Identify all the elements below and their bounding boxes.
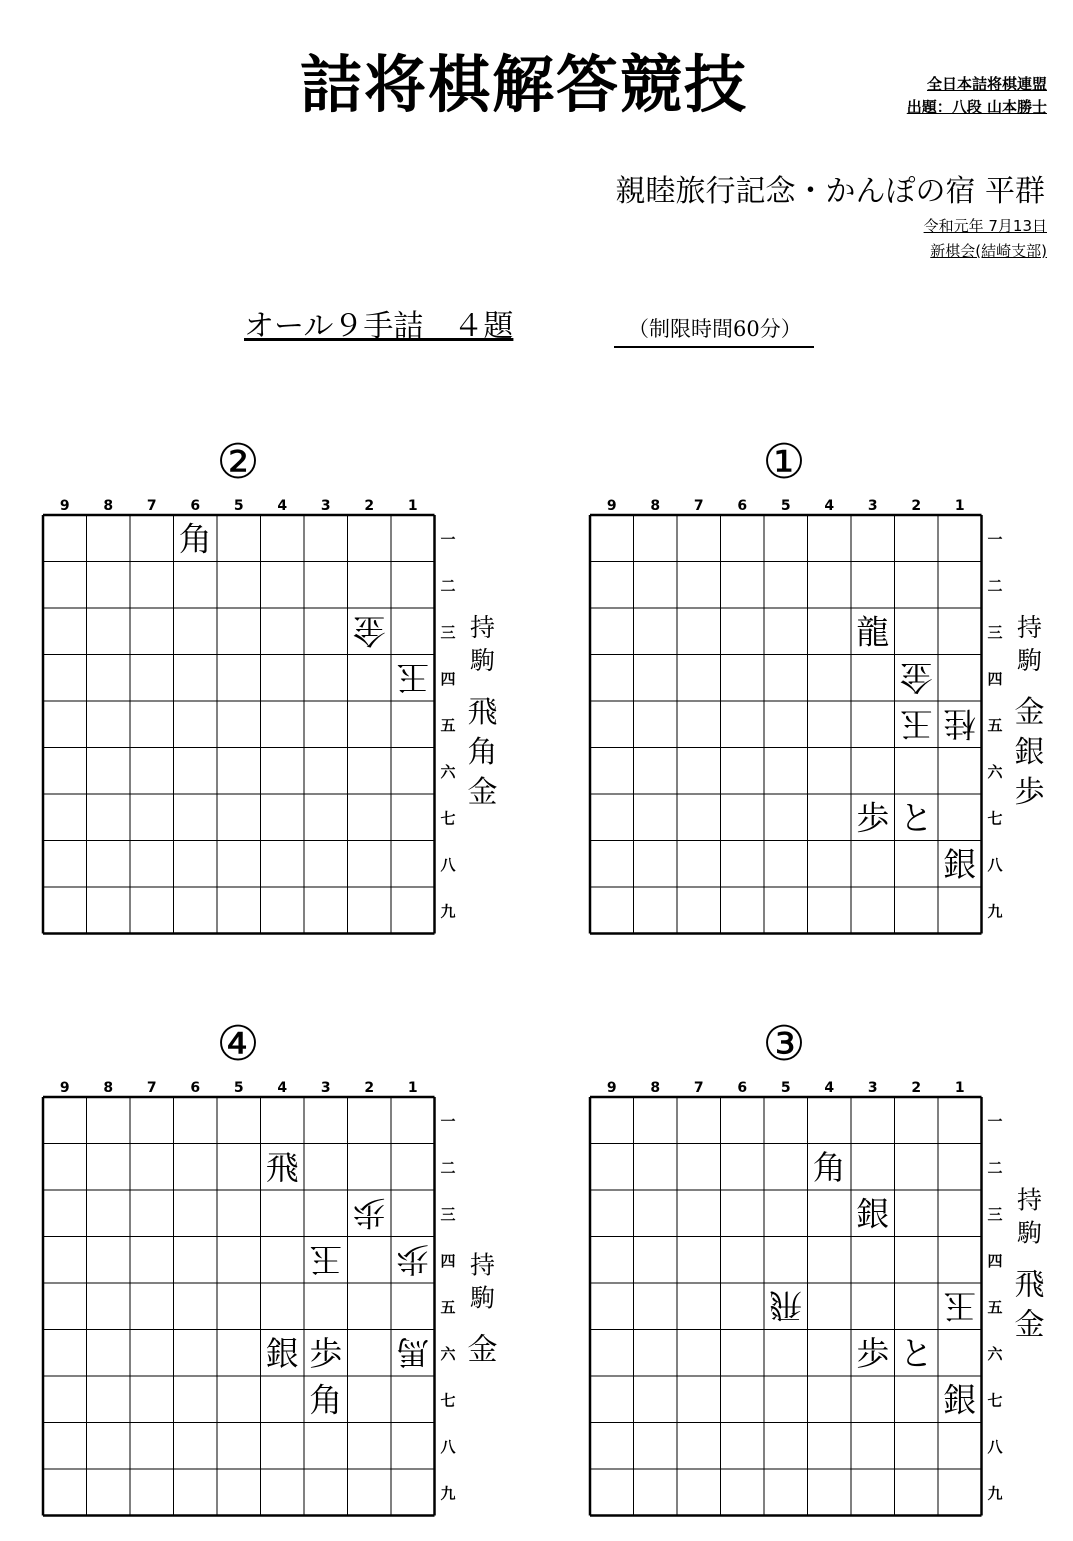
column-label: 7 [146,1080,157,1096]
column-label: 4 [824,1080,835,1096]
column-label: 1 [407,1080,418,1096]
piece-gote: 歩 [396,1239,430,1279]
row-label: 九 [987,1484,1003,1503]
event-title: 親睦旅行記念・かんぽの宿 平群 [615,174,1045,209]
piece-gote: 飛 [769,1286,803,1326]
column-label: 8 [103,498,114,514]
hand-piece: 金 [467,774,498,810]
row-label: 六 [440,762,456,781]
piece-sente: 歩 [856,798,890,838]
column-label: 1 [407,498,418,514]
row-label: 八 [987,855,1003,874]
row-label: 一 [440,1112,456,1131]
column-label: 5 [233,498,244,514]
board-4 [590,1080,1045,1516]
piece-gote: 金 [352,611,386,651]
main-title: 詰将棋解答競技 [300,48,749,121]
column-label: 9 [606,498,617,514]
column-label: 4 [277,1080,288,1096]
hand-label: 持 [1016,1185,1043,1215]
hand-piece: 金 [1014,1307,1045,1343]
column-label: 2 [911,1080,922,1096]
column-label: 9 [59,498,70,514]
column-label: 9 [59,1080,70,1096]
hand-label: 駒 [1016,645,1043,675]
hand-label: 持 [1016,612,1043,642]
hand-label: 駒 [469,645,496,675]
piece-gote: 馬 [396,1332,430,1372]
column-label: 7 [693,498,704,514]
hand-piece: 歩 [1014,774,1045,810]
row-label: 四 [987,1251,1003,1270]
column-label: 4 [824,498,835,514]
problem-number: ① [762,434,806,490]
piece-sente: 角 [812,1147,846,1187]
column-label: 8 [650,498,661,514]
problem-number: ④ [216,1016,260,1072]
column-label: 8 [103,1080,114,1096]
event-date: 令和元年 7月13日 [923,217,1047,235]
row-label: 一 [440,530,456,549]
piece-sente: 歩 [309,1333,343,1373]
row-label: 八 [440,855,456,874]
column-label: 2 [364,1080,375,1096]
time-limit: （制限時間60分） [614,312,814,348]
column-label: 5 [780,1080,791,1096]
piece-sente: 角 [309,1380,343,1420]
row-label: 一 [987,530,1003,549]
row-label: 七 [987,1391,1003,1410]
column-label: 6 [737,1080,748,1096]
subtitle: オール９手詰 ４題 [244,309,514,344]
hand-piece: 角 [467,734,498,770]
hand-label: 持 [469,1250,496,1280]
row-label: 二 [987,576,1003,595]
row-label: 三 [987,1205,1003,1224]
piece-gote: 玉 [899,704,933,744]
row-label: 一 [987,1112,1003,1131]
row-label: 三 [987,623,1003,642]
row-label: 七 [987,809,1003,828]
problem-number: ③ [762,1016,806,1072]
piece-gote: 玉 [943,1286,977,1326]
column-label: 3 [867,498,878,514]
board-2 [590,498,1045,934]
hand-label: 駒 [469,1283,496,1313]
piece-sente: と [899,1333,933,1373]
hand-label: 持 [469,612,496,642]
piece-gote: 玉 [396,657,430,697]
row-label: 三 [440,1205,456,1224]
hand-label: 駒 [1016,1218,1043,1248]
board-1 [43,498,498,934]
row-label: 三 [440,623,456,642]
column-label: 6 [190,1080,201,1096]
row-label: 五 [440,716,456,735]
piece-sente: 銀 [943,1380,977,1420]
row-label: 九 [440,1484,456,1503]
column-label: 3 [320,498,331,514]
column-label: 6 [737,498,748,514]
row-label: 五 [440,1298,456,1317]
row-label: 四 [440,1251,456,1270]
column-label: 2 [911,498,922,514]
column-label: 1 [954,498,965,514]
piece-sente: 銀 [265,1333,299,1373]
column-label: 7 [693,1080,704,1096]
column-label: 8 [650,1080,661,1096]
column-label: 3 [320,1080,331,1096]
club-name: 新棋会(結崎支部) [930,242,1047,260]
row-label: 七 [440,809,456,828]
piece-sente: 龍 [856,612,890,652]
column-label: 1 [954,1080,965,1096]
column-label: 3 [867,1080,878,1096]
hand-piece: 金 [467,1332,498,1368]
hand-piece: 金 [1014,694,1045,730]
hand-piece: 銀 [1014,734,1045,770]
row-label: 二 [987,1158,1003,1177]
hand-piece: 飛 [467,694,498,730]
column-label: 4 [277,498,288,514]
piece-gote: 金 [899,657,933,697]
piece-sente: と [899,798,933,838]
hand-piece: 飛 [1014,1267,1045,1303]
row-label: 九 [440,902,456,921]
author: 出題：八段 山本勝士 [906,98,1047,116]
column-label: 9 [606,1080,617,1096]
piece-sente: 銀 [856,1194,890,1234]
problem-number: ② [216,434,260,490]
row-label: 二 [440,576,456,595]
row-label: 四 [440,669,456,688]
row-label: 九 [987,902,1003,921]
row-label: 七 [440,1391,456,1410]
row-label: 六 [440,1344,456,1363]
row-label: 六 [987,1344,1003,1363]
organization: 全日本詰将棋連盟 [926,75,1047,93]
column-label: 5 [233,1080,244,1096]
column-label: 7 [146,498,157,514]
piece-gote: 桂 [943,704,977,744]
row-label: 二 [440,1158,456,1177]
column-label: 5 [780,498,791,514]
row-label: 八 [440,1437,456,1456]
piece-gote: 玉 [309,1239,343,1279]
piece-sente: 銀 [943,844,977,884]
board-3 [43,1080,498,1516]
piece-sente: 歩 [856,1333,890,1373]
piece-gote: 歩 [352,1193,386,1233]
row-label: 五 [987,716,1003,735]
column-label: 6 [190,498,201,514]
piece-sente: 角 [178,519,212,559]
row-label: 五 [987,1298,1003,1317]
row-label: 八 [987,1437,1003,1456]
piece-sente: 飛 [265,1147,299,1187]
row-label: 四 [987,669,1003,688]
column-label: 2 [364,498,375,514]
row-label: 六 [987,762,1003,781]
